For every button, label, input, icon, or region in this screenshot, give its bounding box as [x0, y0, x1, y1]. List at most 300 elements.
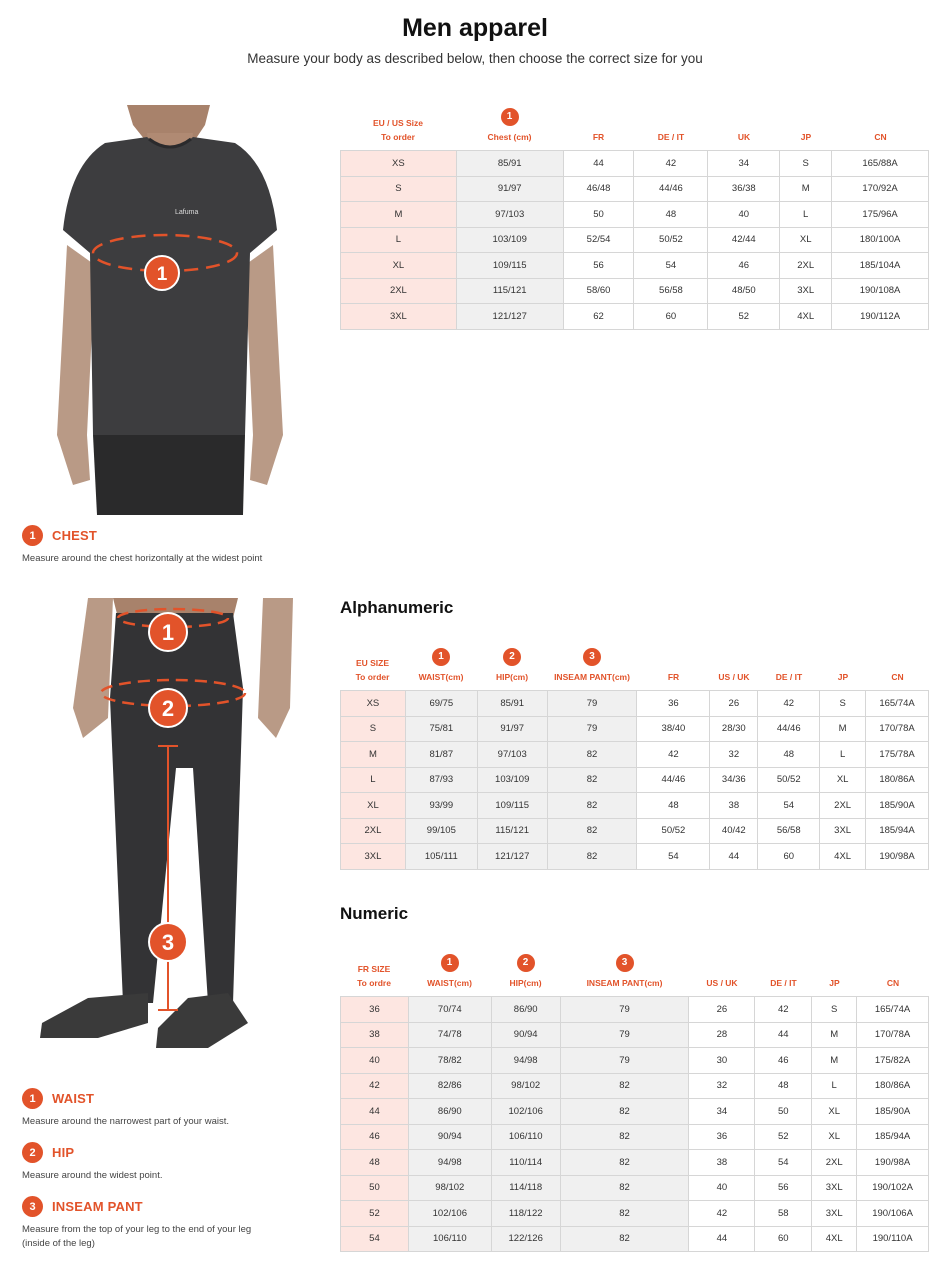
table-row	[341, 1201, 929, 1227]
column-header	[820, 670, 866, 684]
table-cell: 38/40	[637, 717, 710, 743]
column-header-label: WAIST(cm)	[427, 978, 472, 988]
table-cell: 99/105	[406, 819, 478, 845]
table-cell: M	[820, 717, 866, 743]
shirt-figure	[45, 105, 295, 515]
table-cell: 109/115	[457, 253, 564, 279]
table-cell: 44	[710, 844, 758, 870]
table-cell: 109/115	[478, 793, 548, 819]
table-cell: 82	[548, 819, 638, 845]
table-cell: S	[820, 691, 866, 717]
table-cell: 97/103	[457, 202, 564, 228]
column-header	[340, 962, 408, 990]
table-cell: 56/58	[634, 279, 708, 305]
table-cell: 115/121	[457, 279, 564, 305]
table-header	[340, 956, 929, 996]
table-row	[341, 793, 929, 819]
table-row	[341, 1048, 929, 1074]
column-header-label: JP	[837, 672, 849, 682]
waist-badge: 1	[22, 1088, 43, 1109]
numeric-title: Numeric	[340, 904, 409, 923]
numeric-size-table	[340, 956, 929, 1252]
column-header-label: DE / IT	[770, 978, 797, 988]
table-cell: 97/103	[478, 742, 548, 768]
table-cell: 34	[689, 1099, 755, 1125]
legend-waist-title: WAIST	[52, 1091, 95, 1106]
table-cell: 82	[561, 1176, 690, 1202]
table-cell: 4XL	[812, 1227, 857, 1253]
table-cell: 2XL	[812, 1150, 857, 1176]
legend-chest-desc: Measure around the chest horizontally at the widest point	[22, 553, 263, 564]
table-cell: 85/91	[457, 151, 564, 177]
table-cell: 86/90	[492, 997, 561, 1023]
table-row	[341, 819, 929, 845]
table-cell: 185/104A	[832, 253, 929, 279]
table-cell: 106/110	[492, 1125, 561, 1151]
table-cell: 82	[548, 844, 638, 870]
table-row	[341, 151, 929, 177]
column-header	[477, 648, 547, 684]
table-cell: 42	[634, 151, 708, 177]
table-row	[341, 304, 929, 330]
page-subtitle: Measure your body as described below, then choose the correct size for you	[247, 51, 703, 66]
table-cell: 42	[689, 1201, 755, 1227]
table-row	[341, 228, 929, 254]
column-header-label: HIP(cm)	[495, 672, 529, 682]
table-cell: 44	[341, 1099, 409, 1125]
table-cell: 62	[564, 304, 635, 330]
svg-text:1: 1	[161, 620, 175, 645]
table-cell: 87/93	[406, 768, 478, 794]
column-header-label: JP	[800, 132, 812, 142]
table-cell: L	[341, 768, 406, 794]
table-cell: XL	[812, 1099, 857, 1125]
column-header-label: US / UK	[718, 672, 750, 682]
column-header	[832, 130, 929, 144]
table-cell: 79	[548, 717, 638, 743]
table-body	[340, 150, 929, 330]
table-row	[341, 844, 929, 870]
legend-inseam-desc: Measure from the top of your leg to the end of your leg (inside of the leg)	[22, 1224, 252, 1249]
table-cell: 46/48	[564, 177, 635, 203]
column-header	[689, 976, 755, 990]
table-cell: 44/46	[758, 717, 820, 743]
table-cell: 98/102	[492, 1074, 561, 1100]
table-cell: XS	[341, 691, 406, 717]
table-cell: 4XL	[820, 844, 866, 870]
table-cell: 52/54	[564, 228, 635, 254]
table-cell: 36/38	[708, 177, 780, 203]
table-cell: 180/100A	[832, 228, 929, 254]
table-cell: 42	[341, 1074, 409, 1100]
table-cell: 82	[548, 742, 638, 768]
table-cell: 115/121	[478, 819, 548, 845]
table-cell: 40	[689, 1176, 755, 1202]
column-header-label: INSEAM PANT(cm)	[586, 978, 663, 988]
table-cell: 50	[564, 202, 635, 228]
table-row	[341, 1074, 929, 1100]
table-cell: 54	[758, 793, 820, 819]
table-cell: 52	[341, 1201, 409, 1227]
table-cell: 38	[341, 1023, 409, 1049]
table-cell: 185/90A	[857, 1099, 929, 1125]
column-header	[547, 648, 637, 684]
column-badge: 3	[616, 954, 634, 972]
table-cell: 42/44	[708, 228, 780, 254]
table-cell: M	[341, 202, 457, 228]
column-header	[560, 954, 689, 990]
table-cell: L	[780, 202, 832, 228]
page-title: Men apparel	[402, 14, 548, 42]
table-row	[341, 279, 929, 305]
table-cell: 70/74	[409, 997, 492, 1023]
table-cell: 54	[637, 844, 710, 870]
column-badge: 1	[432, 648, 450, 666]
column-header-label: JP	[829, 978, 840, 988]
table-cell: 36	[637, 691, 710, 717]
column-badge: 2	[503, 648, 521, 666]
table-row	[341, 768, 929, 794]
table-cell: S	[812, 997, 857, 1023]
table-row	[341, 1023, 929, 1049]
table-cell: 4XL	[780, 304, 832, 330]
table-cell: 74/78	[409, 1023, 492, 1049]
table-cell: 185/94A	[866, 819, 929, 845]
table-cell: 170/92A	[832, 177, 929, 203]
column-badge: 1	[501, 108, 519, 126]
table-cell: XS	[341, 151, 457, 177]
table-cell: XL	[341, 793, 406, 819]
legend-inseam	[22, 1196, 272, 1251]
table-cell: XL	[341, 253, 457, 279]
column-header	[405, 648, 477, 684]
table-cell: 56/58	[758, 819, 820, 845]
table-cell: 78/82	[409, 1048, 492, 1074]
table-cell: 180/86A	[857, 1074, 929, 1100]
table-cell: 46	[341, 1125, 409, 1151]
table-cell: 175/82A	[857, 1048, 929, 1074]
column-header-label: UK	[737, 132, 751, 142]
chest-badge: 1	[22, 525, 43, 546]
column-header	[563, 130, 634, 144]
table-cell: 28	[689, 1023, 755, 1049]
table-cell: 170/78A	[857, 1023, 929, 1049]
table-cell: S	[780, 151, 832, 177]
column-header-label: Chest (cm)	[487, 132, 532, 142]
table-row	[341, 202, 929, 228]
column-header-label: CN	[874, 132, 887, 142]
column-header-label: FR	[667, 672, 680, 682]
table-cell: 190/98A	[866, 844, 929, 870]
table-header	[340, 650, 929, 690]
table-cell: 165/74A	[857, 997, 929, 1023]
table-cell: 44/46	[634, 177, 708, 203]
table-cell: S	[341, 717, 406, 743]
table-cell: M	[780, 177, 832, 203]
table-cell: 50/52	[637, 819, 710, 845]
table-cell: M	[341, 742, 406, 768]
table-cell: 90/94	[409, 1125, 492, 1151]
table-cell: 50/52	[758, 768, 820, 794]
table-body	[340, 690, 929, 870]
table-cell: 3XL	[812, 1176, 857, 1202]
table-row	[341, 691, 929, 717]
table-cell: 170/78A	[866, 717, 929, 743]
table-cell: 3XL	[341, 844, 406, 870]
table-cell: 54	[634, 253, 708, 279]
table-cell: 190/108A	[832, 279, 929, 305]
inseam-badge: 3	[22, 1196, 43, 1217]
table-cell: 58/60	[564, 279, 635, 305]
table-header	[340, 110, 929, 150]
table-cell: L	[341, 228, 457, 254]
table-cell: 42	[637, 742, 710, 768]
table-cell: 82	[561, 1150, 690, 1176]
column-header-label: DE / IT	[657, 132, 685, 142]
column-badge: 2	[517, 954, 535, 972]
table-cell: 82	[548, 793, 638, 819]
table-cell: 122/126	[492, 1227, 561, 1253]
table-cell: 36	[341, 997, 409, 1023]
table-cell: 180/86A	[866, 768, 929, 794]
table-row	[341, 177, 929, 203]
table-cell: 85/91	[478, 691, 548, 717]
table-cell: 60	[634, 304, 708, 330]
column-header-label: FR SIZE	[357, 964, 391, 974]
table-cell: 90/94	[492, 1023, 561, 1049]
column-header	[634, 130, 708, 144]
table-cell: 60	[755, 1227, 812, 1253]
table-cell: 106/110	[409, 1227, 492, 1253]
table-cell: 52	[755, 1125, 812, 1151]
legend-hip-desc: Measure around the widest point.	[22, 1170, 163, 1181]
hip-badge: 2	[22, 1142, 43, 1163]
column-header-label: CN	[891, 672, 904, 682]
table-cell: 94/98	[409, 1150, 492, 1176]
pants-illustration	[28, 598, 313, 1060]
table-cell: 3XL	[820, 819, 866, 845]
table-cell: 50/52	[634, 228, 708, 254]
table-cell: 30	[689, 1048, 755, 1074]
table-cell: 44	[755, 1023, 812, 1049]
table-cell: 165/74A	[866, 691, 929, 717]
table-cell: 86/90	[409, 1099, 492, 1125]
table-cell: 102/106	[492, 1099, 561, 1125]
pants-top	[93, 435, 245, 515]
table-cell: 2XL	[341, 279, 457, 305]
table-cell: 82	[561, 1201, 690, 1227]
table-cell: 42	[758, 691, 820, 717]
column-header-label: DE / IT	[775, 672, 803, 682]
table-cell: 44	[564, 151, 635, 177]
table-cell: 58	[755, 1201, 812, 1227]
svg-text:1: 1	[156, 264, 168, 285]
column-header-label: To order	[355, 672, 390, 682]
table-cell: 48	[755, 1074, 812, 1100]
table-row	[341, 717, 929, 743]
table-cell: 69/75	[406, 691, 478, 717]
column-badge: 1	[441, 954, 459, 972]
svg-text:2: 2	[161, 696, 175, 721]
table-cell: 82	[561, 1227, 690, 1253]
legend-hip	[22, 1142, 162, 1183]
table-cell: 34/36	[710, 768, 758, 794]
table-cell: 48	[637, 793, 710, 819]
table-cell: 79	[548, 691, 638, 717]
table-cell: 175/96A	[832, 202, 929, 228]
table-cell: 105/111	[406, 844, 478, 870]
column-header-label: HIP(cm)	[509, 978, 542, 988]
table-cell: 3XL	[780, 279, 832, 305]
table-cell: 44/46	[637, 768, 710, 794]
table-cell: M	[812, 1048, 857, 1074]
column-header-label: CN	[886, 978, 900, 988]
table-cell: 28/30	[710, 717, 758, 743]
table-cell: 60	[758, 844, 820, 870]
table-row	[341, 997, 929, 1023]
column-header	[857, 976, 929, 990]
svg-text:3: 3	[161, 930, 175, 955]
table-cell: 26	[689, 997, 755, 1023]
column-header-label: To ordre	[357, 978, 391, 988]
table-cell: 190/112A	[832, 304, 929, 330]
table-cell: 54	[755, 1150, 812, 1176]
table-cell: 48	[634, 202, 708, 228]
table-cell: 93/99	[406, 793, 478, 819]
table-cell: 175/78A	[866, 742, 929, 768]
column-header-label: INSEAM PANT(cm)	[554, 672, 630, 682]
table-body	[340, 996, 929, 1252]
table-cell: 32	[689, 1074, 755, 1100]
table-cell: 2XL	[780, 253, 832, 279]
table-cell: 38	[689, 1150, 755, 1176]
table-cell: 2XL	[820, 793, 866, 819]
table-cell: 94/98	[492, 1048, 561, 1074]
table-cell: 82	[561, 1099, 690, 1125]
table-cell: 103/109	[478, 768, 548, 794]
column-header-label: WAIST(cm)	[418, 672, 464, 682]
table-cell: M	[812, 1023, 857, 1049]
column-header	[758, 670, 820, 684]
table-cell: 40/42	[710, 819, 758, 845]
column-header	[708, 130, 780, 144]
legend-inseam-title: INSEAM PANT	[52, 1199, 143, 1214]
table-cell: 121/127	[457, 304, 564, 330]
column-header	[755, 976, 812, 990]
table-cell: 48/50	[708, 279, 780, 305]
alphanumeric-size-table	[340, 650, 929, 870]
table-cell: 91/97	[457, 177, 564, 203]
table-cell: 46	[755, 1048, 812, 1074]
table-cell: 121/127	[478, 844, 548, 870]
table-cell: 82	[561, 1074, 690, 1100]
column-header-label: To order	[381, 132, 415, 142]
table-cell: 56	[564, 253, 635, 279]
column-header	[340, 116, 456, 144]
column-header	[456, 108, 563, 144]
table-cell: 52	[708, 304, 780, 330]
table-cell: 82	[561, 1125, 690, 1151]
column-badge: 3	[583, 648, 601, 666]
table-cell: 118/122	[492, 1201, 561, 1227]
table-cell: 103/109	[457, 228, 564, 254]
table-cell: 82/86	[409, 1074, 492, 1100]
legend-waist	[22, 1088, 229, 1129]
column-header	[780, 130, 832, 144]
table-cell: 75/81	[406, 717, 478, 743]
table-cell: 2XL	[341, 819, 406, 845]
table-cell: L	[820, 742, 866, 768]
table-cell: 34	[708, 151, 780, 177]
column-header	[637, 670, 710, 684]
column-header	[408, 954, 491, 990]
column-header-label: FR	[592, 132, 605, 142]
table-cell: 36	[689, 1125, 755, 1151]
table-cell: S	[341, 177, 457, 203]
table-cell: 48	[341, 1150, 409, 1176]
table-cell: 102/106	[409, 1201, 492, 1227]
table-cell: 165/88A	[832, 151, 929, 177]
column-header	[340, 656, 405, 684]
table-cell: 44	[689, 1227, 755, 1253]
table-cell: 42	[755, 997, 812, 1023]
alphanumeric-title: Alphanumeric	[340, 598, 454, 617]
column-header-label: EU SIZE	[355, 658, 390, 668]
column-header	[866, 670, 929, 684]
table-cell: 190/98A	[857, 1150, 929, 1176]
column-header	[491, 954, 560, 990]
column-header-label: US / UK	[706, 978, 738, 988]
table-cell: 110/114	[492, 1150, 561, 1176]
table-cell: 32	[710, 742, 758, 768]
table-row	[341, 742, 929, 768]
table-cell: XL	[780, 228, 832, 254]
table-cell: 185/90A	[866, 793, 929, 819]
table-cell: 98/102	[409, 1176, 492, 1202]
table-row	[341, 253, 929, 279]
table-row	[341, 1150, 929, 1176]
table-cell: 3XL	[812, 1201, 857, 1227]
table-cell: 40	[341, 1048, 409, 1074]
table-cell: 50	[755, 1099, 812, 1125]
table-cell: 185/94A	[857, 1125, 929, 1151]
table-cell: 190/110A	[857, 1227, 929, 1253]
table-cell: 190/102A	[857, 1176, 929, 1202]
legend-chest-title: CHEST	[52, 528, 98, 543]
table-cell: 38	[710, 793, 758, 819]
table-row	[341, 1125, 929, 1151]
table-cell: 48	[758, 742, 820, 768]
legend-waist-desc: Measure around the narrowest part of your waist.	[22, 1116, 229, 1127]
table-cell: 190/106A	[857, 1201, 929, 1227]
column-header-label: EU / US Size	[372, 118, 424, 128]
table-cell: 91/97	[478, 717, 548, 743]
column-header	[812, 976, 857, 990]
legend-chest	[22, 525, 262, 566]
tops-size-table	[340, 110, 929, 330]
shirt-illustration	[45, 105, 295, 515]
table-cell: 50	[341, 1176, 409, 1202]
column-header	[710, 670, 758, 684]
table-cell: 79	[561, 1048, 690, 1074]
table-cell: 26	[710, 691, 758, 717]
table-cell: 3XL	[341, 304, 457, 330]
table-cell: 46	[708, 253, 780, 279]
table-cell: XL	[820, 768, 866, 794]
table-cell: 82	[548, 768, 638, 794]
table-cell: 81/87	[406, 742, 478, 768]
legend-hip-title: HIP	[52, 1145, 75, 1160]
